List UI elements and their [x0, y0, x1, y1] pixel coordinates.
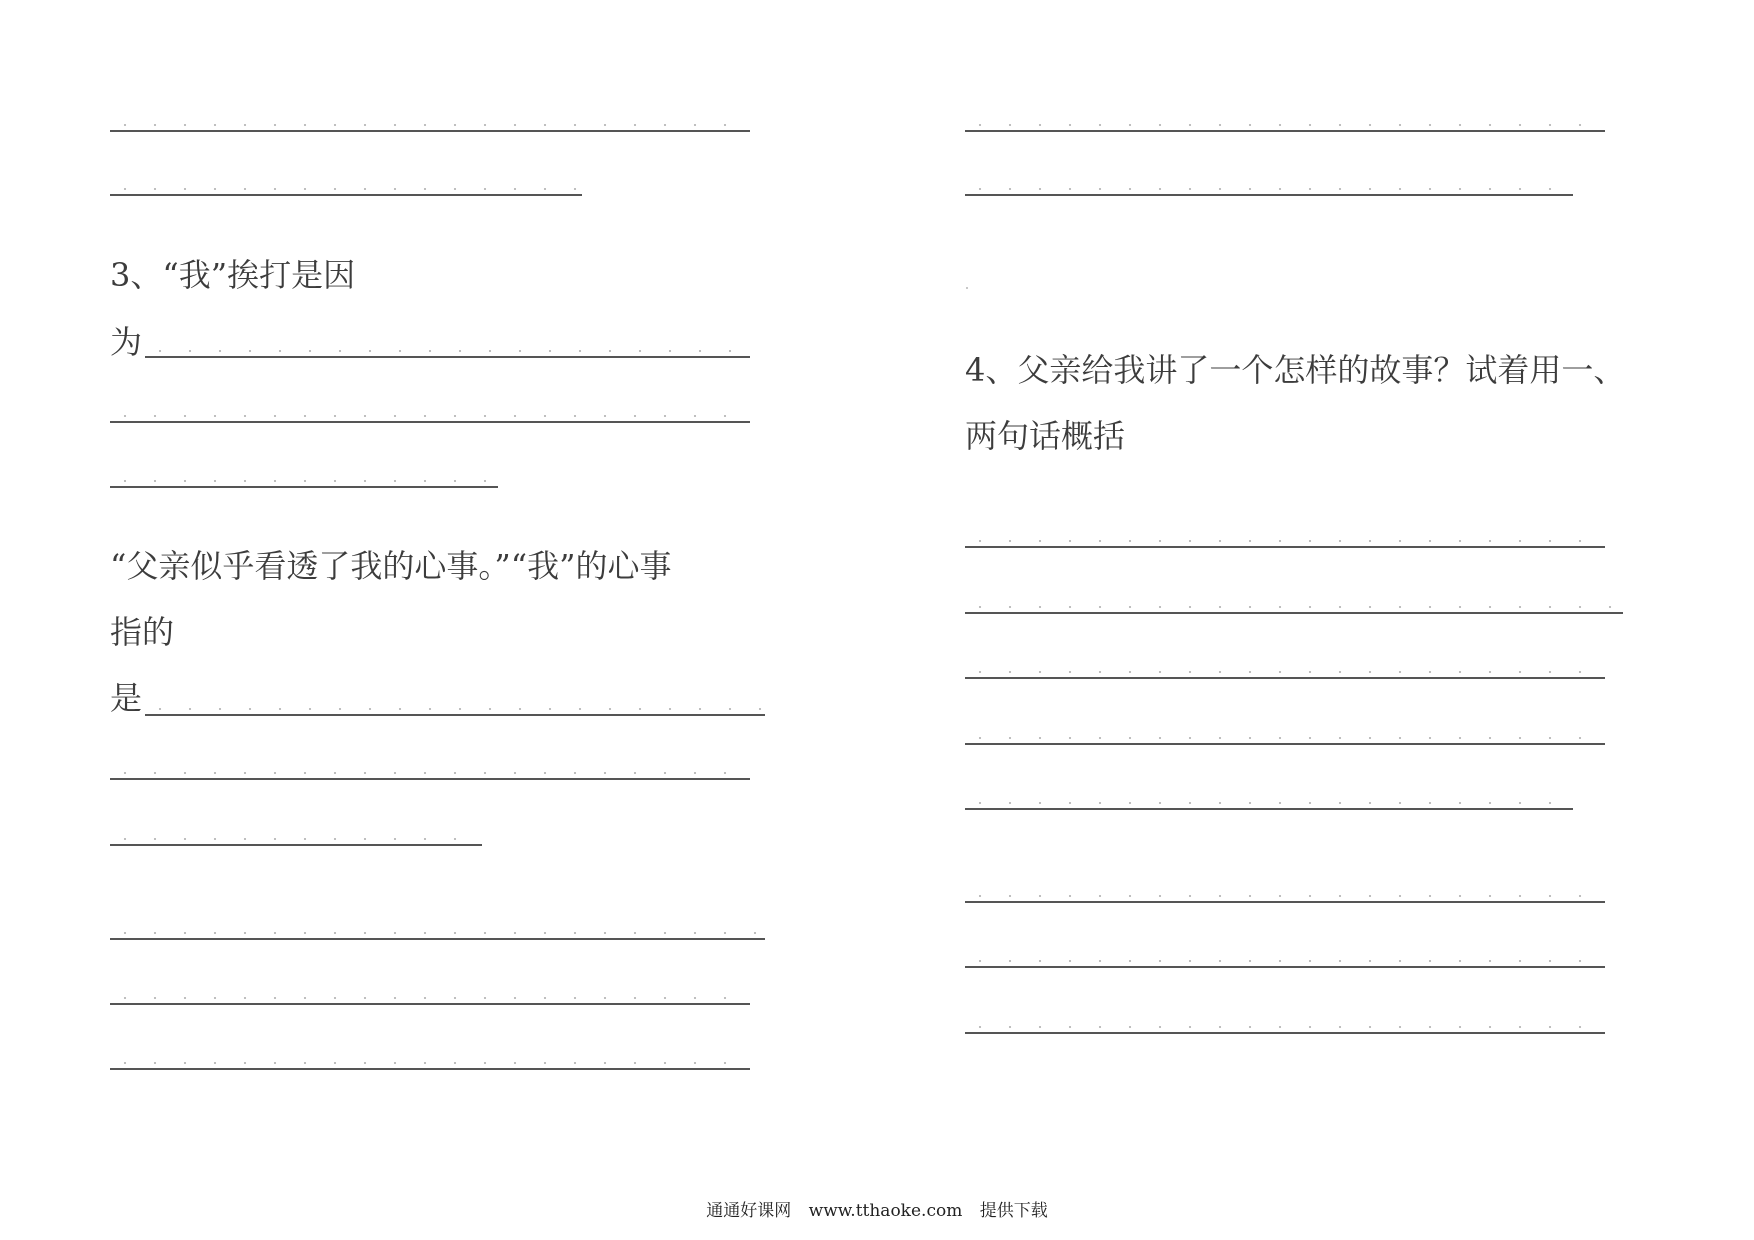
answer-line-dots — [145, 350, 750, 352]
answer-line[interactable] — [110, 421, 750, 423]
answer-line-dots — [965, 540, 1605, 542]
answer-line[interactable] — [110, 130, 750, 132]
answer-line[interactable] — [110, 194, 582, 196]
answer-line-dots — [110, 997, 750, 999]
answer-line-dots — [110, 480, 498, 482]
question-heart-text-line1: “父亲似乎看透了我的心事。”“我”的心事 — [110, 547, 672, 585]
answer-line-dots — [965, 188, 1573, 190]
question-4-text-line2: 两句话概括 — [965, 417, 1126, 455]
answer-line[interactable] — [965, 677, 1605, 679]
answer-line[interactable] — [110, 486, 498, 488]
answer-line-dots — [145, 708, 765, 710]
answer-line-dots — [110, 932, 765, 934]
footer-url[interactable]: www.tthaoke.com — [808, 1201, 963, 1221]
footer-site-name: 通通好课网 — [706, 1201, 792, 1221]
answer-line[interactable] — [965, 901, 1605, 903]
question-4-text-line1: 4、父亲给我讲了一个怎样的故事？试着用一、 — [965, 351, 1626, 389]
answer-line-dots — [965, 671, 1605, 673]
answer-line[interactable] — [145, 356, 750, 358]
answer-line-dots — [965, 1026, 1605, 1028]
question-heart-text-line2: 指的 — [110, 613, 175, 651]
footer-note: 提供下载 — [979, 1201, 1048, 1221]
answer-line-dots — [110, 772, 750, 774]
stray-mark — [966, 287, 968, 289]
answer-line[interactable] — [110, 938, 765, 940]
answer-line[interactable] — [965, 612, 1623, 614]
answer-line[interactable] — [965, 743, 1605, 745]
question-3-answer-prefix: 为 — [110, 323, 143, 361]
answer-line-dots — [110, 415, 750, 417]
answer-line[interactable] — [145, 714, 765, 716]
answer-line[interactable] — [110, 1068, 750, 1070]
answer-line-dots — [965, 802, 1573, 804]
answer-line[interactable] — [965, 1032, 1605, 1034]
answer-line[interactable] — [965, 808, 1573, 810]
question-3-text: 3、“我”挨打是因 — [110, 256, 356, 294]
answer-line-dots — [965, 606, 1623, 608]
answer-line[interactable] — [965, 130, 1605, 132]
answer-line-dots — [965, 737, 1605, 739]
answer-line-dots — [965, 895, 1605, 897]
answer-line[interactable] — [965, 194, 1573, 196]
page-footer — [0, 1196, 1754, 1221]
answer-line[interactable] — [110, 1003, 750, 1005]
answer-line-dots — [110, 1062, 750, 1064]
answer-line-dots — [110, 838, 482, 840]
answer-line[interactable] — [965, 546, 1605, 548]
answer-line-dots — [965, 124, 1605, 126]
answer-line[interactable] — [965, 966, 1605, 968]
answer-line-dots — [965, 960, 1605, 962]
answer-line-dots — [110, 124, 750, 126]
question-heart-answer-prefix: 是 — [110, 679, 143, 717]
answer-line[interactable] — [110, 844, 482, 846]
answer-line-dots — [110, 188, 582, 190]
answer-line[interactable] — [110, 778, 750, 780]
